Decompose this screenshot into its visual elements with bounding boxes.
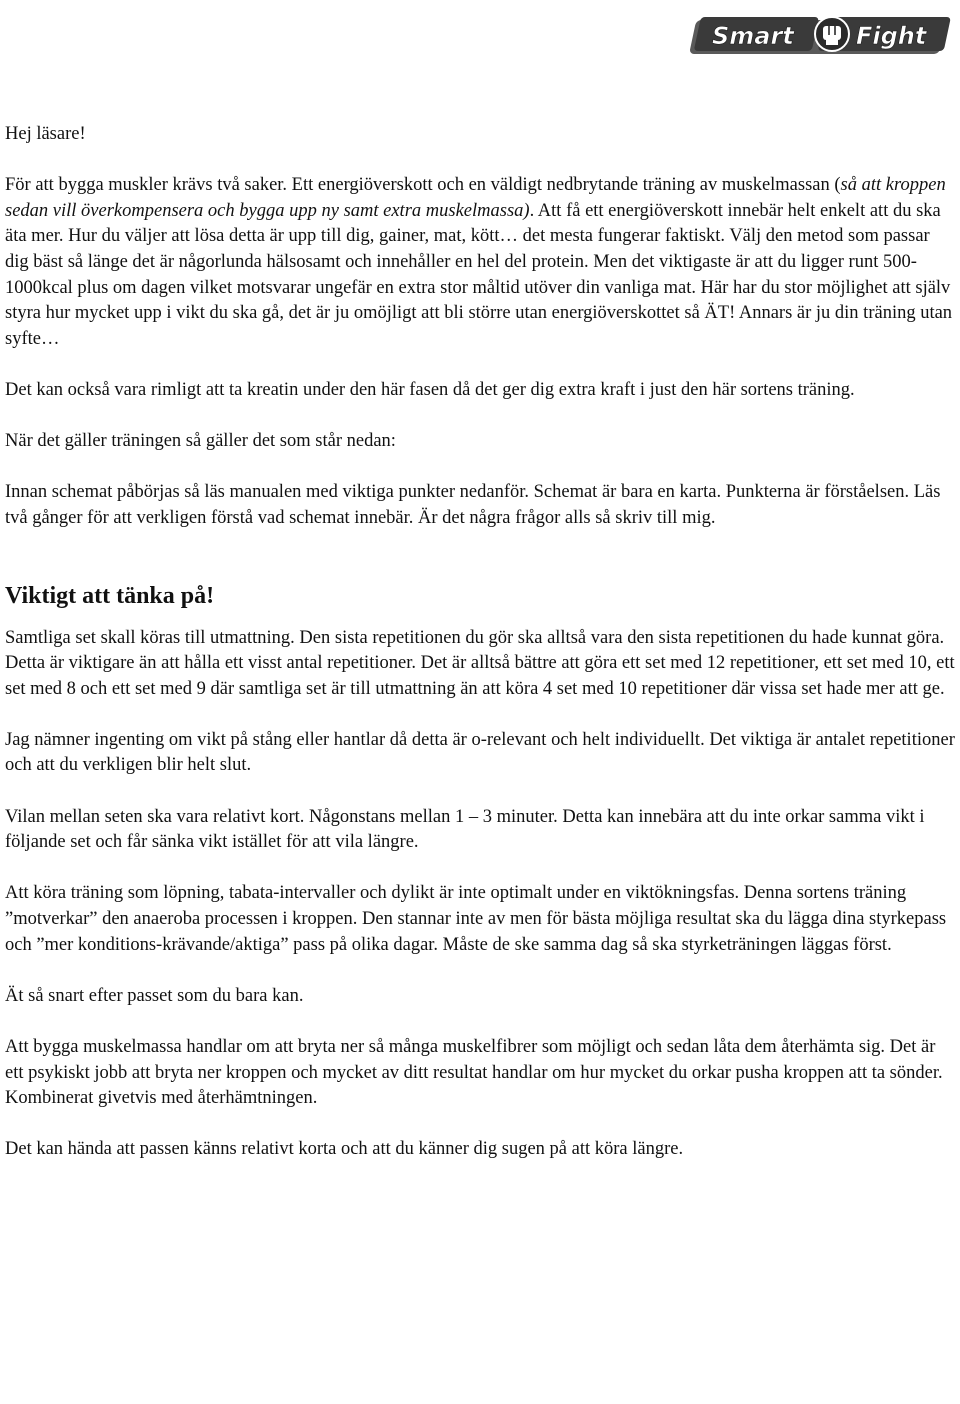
intro-p1-start: För att bygga muskler krävs två saker. Ett energiöverskott och en väldigt nedbrytande träning av muskelmassan ( xyxy=(5,175,841,196)
section-paragraph-exhaustion: Samtliga set skall köras till utmattning. Den sista repetitionen du gör ska alltså vara den sista repetitionen du hade kunnat göra. Detta är viktigare än att hålla ett visst antal repetitioner. Det är alltså bättre att göra ett set med 12 repetitioner, ett set med 10, ett set med 8 och ett set med 9 där samtliga set är till utmattning än att köra 4 set med 10 repetitioner där vissa set hade mer att ge. xyxy=(5,627,955,699)
section-paragraph-rest: Vilan mellan seten ska vara relativt kort. Någonstans mellan 1 – 3 minuter. Detta kan innebära att du inte orkar samma vikt i följande set och får sänka vikt istället för att vila längre. xyxy=(5,806,925,853)
section-heading: Viktigt att tänka på! xyxy=(5,582,215,609)
section-paragraph-muscle: Att bygga muskelmassa handlar om att bryta ner så många muskelfibrer som möjligt och sedan låta dem återhämta sig. Det är ett psykiskt jobb att bryta ner kroppen och mycket av ditt resultat handlar om hur mycket du orkar pusha kroppen att ta sönder. Kombinerat givetvis med återhämtningen. xyxy=(5,1037,943,1109)
intro-p1-end: . Att få ett energiöverskott innebär helt enkelt att du ska äta mer. Hur du väljer att lösa detta är upp till dig, gainer, mat, kött… det mesta fungerar faktiskt. Välj den metod som passar dig bäst så länge det är någorlunda hälsosamt och innehåller en hel del protein. Men det viktigaste är att du ligger runt 500-1000kcal plus om dagen vilket motsvarar ungefär en extra stor måltid utöver din vanliga mat. Här har du stor möjlighet att själv styra hur mycket upp i vikt du ska gå, det är ju omöjligt att bli större utan energiöverskottet så ÄT! Annars är ju din träning utan syfte… xyxy=(5,200,953,349)
section-paragraph-cardio: Att köra träning som löpning, tabata-intervaller och dylikt är inte optimalt under en viktökningsfas. Denna sortens träning ”motverkar” den anaeroba processen i kroppen. Den stannar inte av men för bästa möjliga resultat ska du lägga dina styrkepass och ”mer konditions-krävande/aktiga” pass på olika dagar. Måste de ske samma dag så ska styrketräningen läggas först. xyxy=(5,883,947,955)
section-paragraph-eat: Ät så snart efter passet som du bara kan. xyxy=(5,985,304,1006)
section-paragraph-length: Det kan hända att passen känns relativt korta och att du känner dig sugen på att köra längre. xyxy=(5,1139,684,1160)
intro-paragraph-kreatin: Det kan också vara rimligt att ta kreatin under den här fasen då det ger dig extra kraft i just den här sortens träning. xyxy=(5,379,855,400)
intro-paragraph-energy xyxy=(5,173,955,352)
svg-text:Fight: Fight xyxy=(856,22,927,50)
intro-paragraph-manual: Innan schemat påbörjas så läs manualen med viktiga punkter nedanför. Schemat är bara en karta. Punkterna är förståelsen. Läs två gånger för att verkligen förstå vad schemat innebär. Är det några frågor alls så skriv till mig. xyxy=(5,482,941,528)
smartfight-logo xyxy=(686,12,954,60)
section-paragraph-weight: Jag nämner ingenting om vikt på stång eller hantlar då detta är o-relevant och helt individuellt. Det viktiga är antalet repetitioner och att du verkligen blir helt slut. xyxy=(5,729,955,776)
intro-p1-italic: så att kroppen sedan vill överkompensera och bygga upp ny samt extra muskelmassa) xyxy=(5,175,946,221)
intro-paragraph-training: När det gäller träningen så gäller det som står nedan: xyxy=(5,431,396,452)
greeting: Hej läsare! xyxy=(5,124,86,144)
document-body xyxy=(5,122,955,1163)
smartfight-logo-graphic xyxy=(686,12,954,60)
svg-text:Smart: Smart xyxy=(712,22,794,50)
